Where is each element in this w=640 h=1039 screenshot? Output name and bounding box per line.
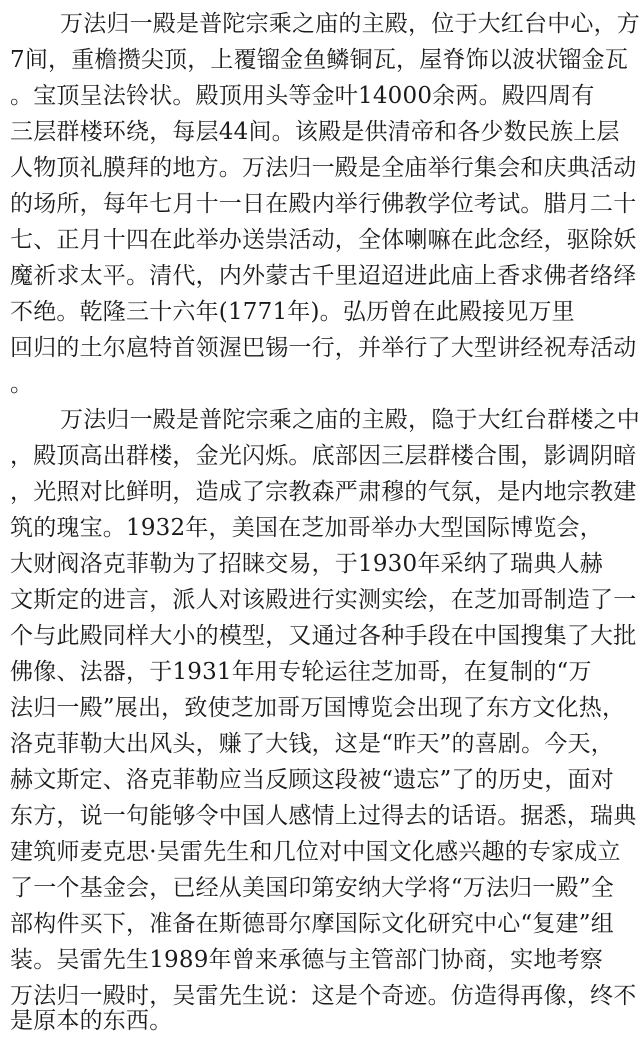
text-line: 筑的瑰宝。1932年，美国在芝加哥举办大型国际博览会， — [10, 515, 603, 541]
text-line: 三层群楼环绕，每层44间。该殿是供清帝和各少数民族上层 — [10, 119, 620, 145]
text-line: 东方，说一句能够令中国人感情上过得去的话语。据悉，瑞典 — [10, 803, 637, 829]
text-line: 是原本的东西。 — [10, 1008, 173, 1034]
text-line: 万法归一殿时，吴雷先生说：这是个奇迹。仿造得再像，终不 — [10, 983, 637, 1009]
text-line: 了一个基金会，已经从美国印第安纳大学将“万法归一殿”全 — [10, 875, 614, 901]
text-line: 法归一殿”展出，致使芝加哥万国博览会出现了东方文化热， — [10, 695, 626, 721]
text-line: 7间，重檐攒尖顶，上覆镏金鱼鳞铜瓦，屋脊饰以波状镏金瓦 — [10, 47, 629, 73]
text-line: 魔祈求太平。清代，内外蒙古千里迢迢进此庙上香求佛者络绎 — [10, 263, 637, 289]
text-line: 赫文斯定、洛克菲勒应当反顾这段被“遗忘”了的历史，面对 — [10, 767, 614, 793]
text-line: 。宝顶呈法铃状。殿顶用头等金叶14000余两。殿四周有 — [10, 83, 595, 109]
text-line: 佛像、法器，于1931年用专轮运往芝加哥，在复制的“万 — [10, 659, 592, 685]
text-line: 建筑师麦克思·吴雷先生和几位对中国文化感兴趣的专家成立 — [10, 839, 621, 865]
text-line: ，殿顶高出群楼，金光闪烁。底部因三层群楼合围，影调阴暗 — [10, 443, 637, 469]
text-line: ，光照对比鲜明，造成了宗教森严肃穆的气氛，是内地宗教建 — [10, 479, 637, 505]
text-line: 的场所，每年七月十一日在殿内举行佛教学位考试。腊月二十 — [10, 191, 637, 217]
text-line: 大财阀洛克菲勒为了招睐交易，于1930年采纳了瑞典人赫 — [10, 551, 603, 577]
text-line: 万法归一殿是普陀宗乘之庙的主殿，位于大红台中心，方 — [60, 11, 640, 37]
text-line: 万法归一殿是普陀宗乘之庙的主殿，隐于大红台群楼之中 — [60, 407, 640, 433]
text-line: 七、正月十四在此举办送祟活动，全体喇嘛在此念经，驱除妖 — [10, 227, 637, 253]
text-line: 回归的土尔扈特首领渥巴锡一行，并举行了大型讲经祝寿活动 — [10, 335, 637, 361]
text-line: 。 — [10, 371, 34, 397]
text-line: 人物顶礼膜拜的地方。万法归一殿是全庙举行集会和庆典活动 — [10, 155, 637, 181]
text-line: 装。吴雷先生1989年曾来承德与主管部门协商，实地考察 — [10, 947, 603, 973]
text-line: 文斯定的进言，派人对该殿进行实测实绘，在芝加哥制造了一 — [10, 587, 637, 613]
text-line: 部构件买下，准备在斯德哥尔摩国际文化研究中心“复建”组 — [10, 911, 614, 937]
text-line: 不绝。乾隆三十六年(1771年)。弘历曾在此殿接见万里 — [10, 299, 575, 325]
text-line: 个与此殿同样大小的模型，又通过各种手段在中国搜集了大批 — [10, 623, 637, 649]
text-line: 洛克菲勒大出风头，赚了大钱，这是“昨天”的喜剧。今天， — [10, 731, 614, 757]
